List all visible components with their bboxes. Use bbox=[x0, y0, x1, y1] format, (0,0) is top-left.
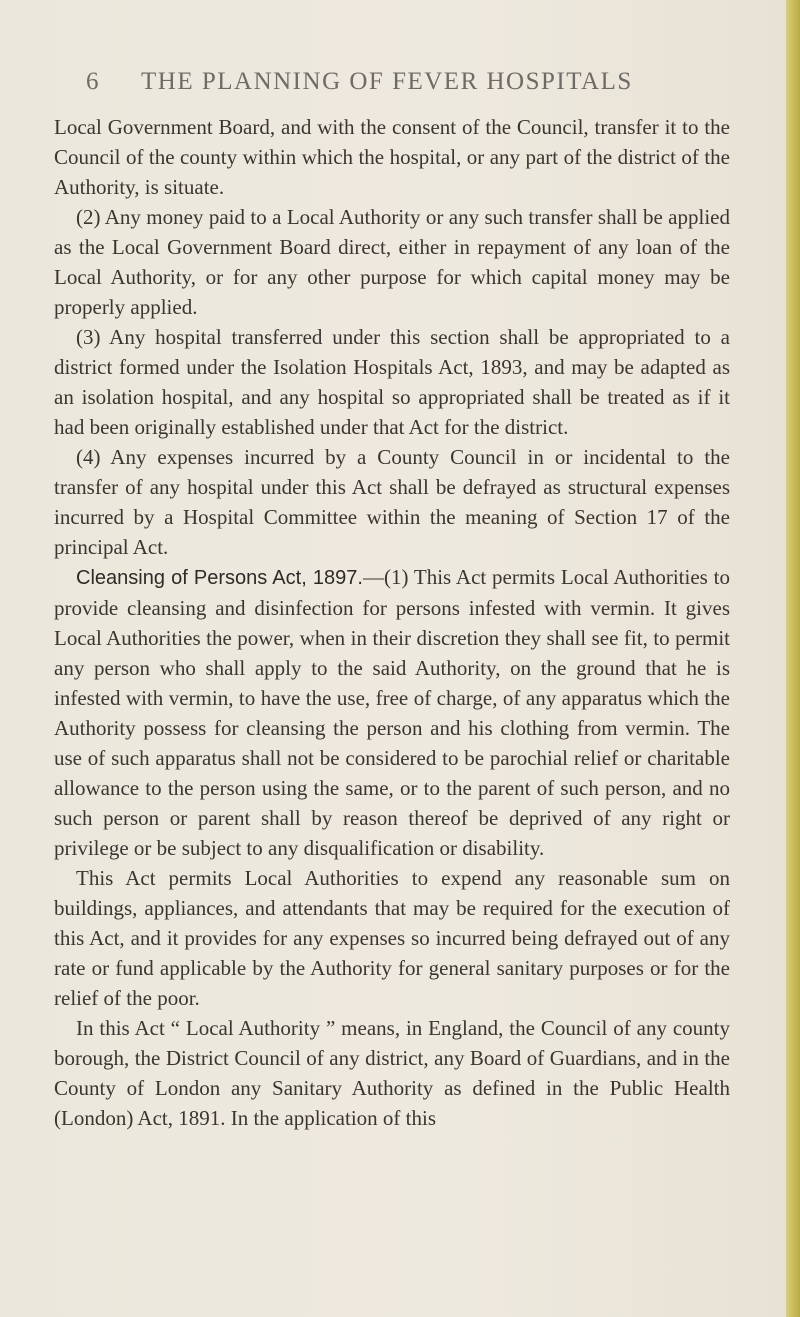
paragraph bbox=[54, 322, 730, 442]
body-text bbox=[54, 112, 730, 1133]
running-header bbox=[86, 68, 726, 104]
paragraph-text: In this Act “ Local Authority ” means, in England, the Council of any county borough, the District Council of any district, any Board of Guardians, and in the County of London any Sanitary Authority as defined in the Public Health (London) Act, 1891. In the application of this bbox=[54, 1016, 730, 1130]
paragraph-text: Local Government Board, and with the consent of the Council, transfer it to the Council of the county within which the hospital, or any part of the district of the Authority, is situate. bbox=[54, 115, 730, 199]
paragraph-text: (3) Any hospital transferred under this section shall be appropriated to a district formed under the Isolation Hospitals Act, 1893, and may be adapted as an isolation hospital, and any hospital so appropriated shall be treated as if it had been originally established under that Act for the district. bbox=[54, 325, 730, 439]
paragraph bbox=[54, 1013, 730, 1133]
paragraph bbox=[54, 202, 730, 322]
page-number: 6 bbox=[86, 68, 100, 95]
paragraph bbox=[54, 562, 730, 863]
paragraph-text: This Act permits Local Authorities to expend any reasonable sum on buildings, appliances, and attendants that may be required for the execution of this Act, and it provides for any expenses so incurred being defrayed out of any rate or fund applicable by the Authority for general sanitary purposes or for the relief of the poor. bbox=[54, 866, 730, 1010]
paragraph-text: (4) Any expenses incurred by a County Council in or incidental to the transfer of any hospital under this Act shall be defrayed as structural expenses incurred by a Hospital Committee within the meaning of Section 17 of the principal Act. bbox=[54, 445, 730, 559]
paragraph bbox=[54, 863, 730, 1013]
paragraph-text: (2) Any money paid to a Local Authority or any such transfer shall be applied as the Local Government Board direct, either in repayment of any loan of the Local Authority, or for any other purpose for which capital money may be properly applied. bbox=[54, 205, 730, 319]
section-heading: Cleansing of Persons Act, 1897. bbox=[76, 567, 363, 589]
paragraph bbox=[54, 442, 730, 562]
page-edge bbox=[786, 0, 800, 1317]
running-title: THE PLANNING OF FEVER HOSPITALS bbox=[141, 68, 633, 95]
paragraph-text: —(1) This Act permits Local Authorities to provide cleansing and disinfection for persons infested with vermin. It gives Local Authorities the power, when in their discretion they shall see fit, to permit any person who shall apply to the said Authority, on the ground that he is infested with vermin, to have the use, free of charge, of any apparatus which the Authority possess for cleansing the person and his clothing from vermin. The use of such apparatus shall not be considered to be parochial relief or charitable allowance to the person using the same, or to the parent of such person, and no such person or parent shall by reason thereof be deprived of any right or privilege or be subject to any disqualification or disability. bbox=[54, 565, 731, 860]
paragraph bbox=[54, 112, 730, 202]
